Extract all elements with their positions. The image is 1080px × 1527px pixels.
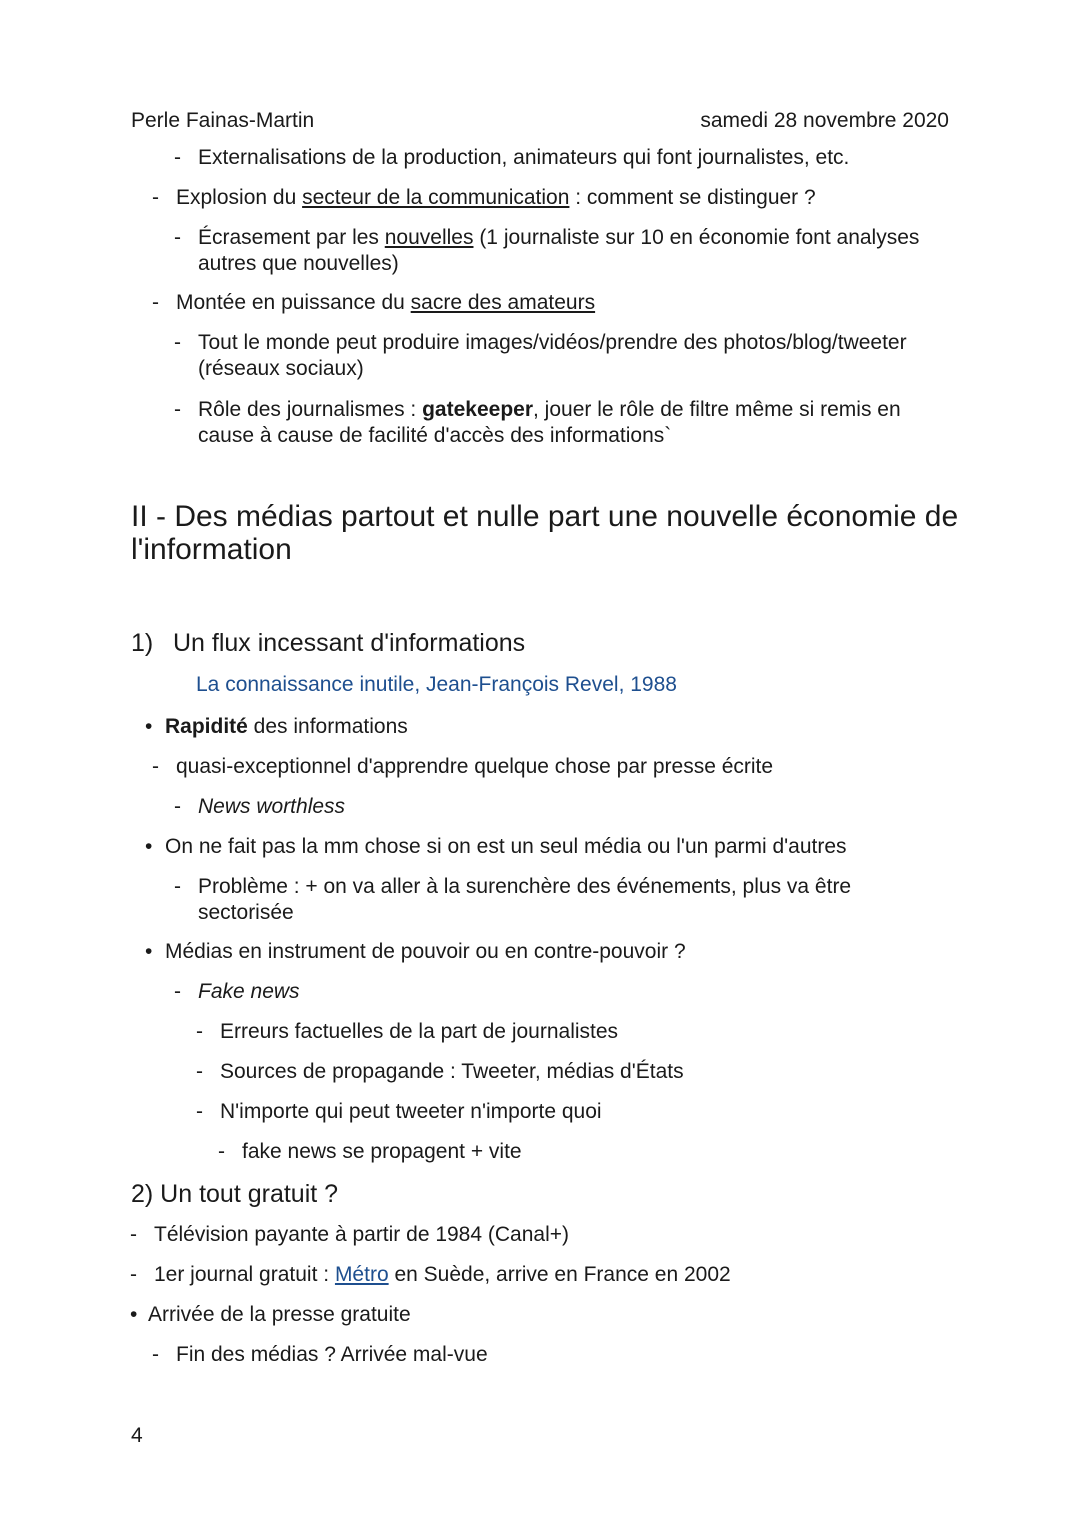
list-item: - N'importe qui peut tweeter n'importe quoi [196, 1100, 602, 1123]
bullet-dot: • [130, 1303, 138, 1326]
dash-bullet: - [196, 1100, 203, 1123]
subsection-heading: 2) Un tout gratuit ? [131, 1180, 339, 1208]
header-author: Perle Fainas-Martin [131, 109, 315, 132]
list-item: - quasi-exceptionnel d'apprendre quelque chose par presse écrite [152, 755, 774, 778]
list-item: - Fin des médias ? Arrivée mal-vue [152, 1343, 488, 1366]
subsection-number: 1) [131, 629, 154, 657]
dash-bullet: - [174, 795, 181, 818]
dash-bullet: - [174, 226, 181, 249]
list-item: • Médias en instrument de pouvoir ou en contre-pouvoir ? [145, 940, 686, 963]
dash-bullet: - [174, 398, 181, 421]
subsection-heading: Un flux incessant d'informations [173, 629, 526, 657]
list-item: - 1er journal gratuit : Métro en Suède, arrive en France en 2002 [130, 1263, 731, 1286]
dash-bullet: - [152, 291, 159, 314]
dash-bullet: - [174, 146, 181, 169]
dash-bullet: - [152, 1343, 159, 1366]
list-item: - Écrasement par les nouvelles (1 journaliste sur 10 en économie font analyses autres que nouvelles) [174, 226, 920, 275]
header-date: samedi 28 novembre 2020 [700, 109, 949, 132]
list-item: - Problème : + on va aller à la surenchère des événements, plus va être sectorisée [174, 875, 852, 924]
list-item: • On ne fait pas la mm chose si on est un seul média ou l'un parmi d'autres [145, 835, 847, 858]
dash-bullet: - [152, 186, 159, 209]
list-item: • Arrivée de la presse gratuite [130, 1303, 411, 1326]
list-item: - Erreurs factuelles de la part de journalistes [196, 1020, 619, 1043]
reference-citation: La connaissance inutile, Jean-François Revel, 1988 [196, 673, 677, 696]
list-item: • Rapidité des informations [145, 715, 408, 738]
dash-bullet: - [174, 875, 181, 898]
underlined-term: nouvelles [384, 226, 474, 249]
metro-link[interactable]: Métro [334, 1263, 389, 1286]
section-heading: II - Des médias partout et nulle part une nouvelle économie de l'information [131, 500, 959, 566]
underlined-term: sacre des amateurs [410, 291, 596, 314]
page-number: 4 [131, 1424, 143, 1447]
dash-bullet: - [196, 1020, 203, 1043]
list-item: - fake news se propagent + vite [218, 1140, 522, 1163]
list-item: - Fake news [174, 980, 300, 1003]
list-item: - Sources de propagande : Tweeter, médias d'États [196, 1060, 684, 1083]
list-item: - Montée en puissance du sacre des amateurs [152, 291, 596, 314]
list-item: - Tout le monde peut produire images/vidéos/prendre des photos/blog/tweeter (réseaux sociaux) [174, 331, 907, 380]
list-item: - Télévision payante à partir de 1984 (Canal+) [130, 1223, 569, 1246]
dash-bullet: - [130, 1223, 137, 1246]
dash-bullet: - [130, 1263, 137, 1286]
dash-bullet: - [174, 980, 181, 1003]
list-item: - Rôle des journalismes : gatekeeper, jouer le rôle de filtre même si remis en cause à cause de facilité d'accès des informations` [174, 398, 901, 447]
bullet-dot: • [145, 835, 153, 858]
dash-bullet: - [152, 755, 159, 778]
dash-bullet: - [218, 1140, 225, 1163]
underlined-term: secteur de la communication [302, 186, 570, 209]
bullet-dot: • [145, 715, 153, 738]
dash-bullet: - [196, 1060, 203, 1083]
list-item: - Explosion du secteur de la communication : comment se distinguer ? [152, 186, 816, 209]
list-item: - News worthless [174, 795, 346, 818]
dash-bullet: - [174, 331, 181, 354]
list-item: - Externalisations de la production, animateurs qui font journalistes, etc. [174, 146, 850, 169]
bullet-dot: • [145, 940, 153, 963]
